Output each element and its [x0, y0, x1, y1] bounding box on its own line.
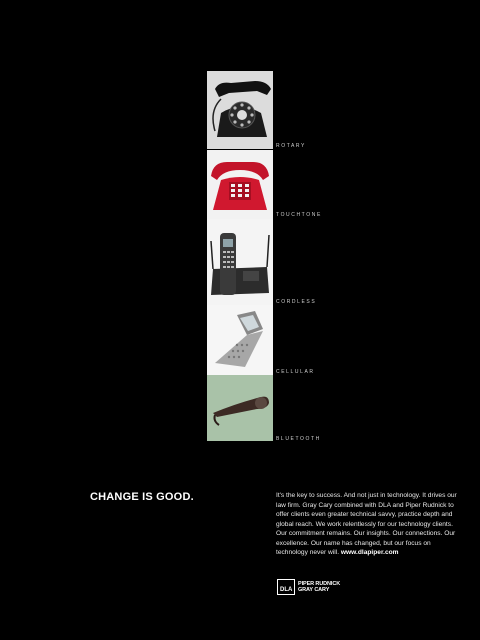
- caption-bluetooth: BLUETOOTH: [276, 436, 321, 442]
- rotary-phone-image: [207, 71, 273, 149]
- caption-rotary: ROTARY: [276, 143, 306, 149]
- cordless-phone-photo: [207, 219, 273, 305]
- website-link[interactable]: www.dlapiper.com: [340, 549, 399, 556]
- cellular-phone-photo: [207, 305, 273, 375]
- body-copy: [276, 491, 461, 558]
- caption-touchtone: TOUCHTONE: [276, 212, 322, 218]
- bluetooth-headset-photo: [207, 375, 273, 441]
- body-text: It's the key to success. And not just in technology. It drives our law firm. Gray Cary combined with DLA and Piper Rudnick to offer clients even greater technical savvy, practice depth and global reach. We work relentlessly for our technology clients. Our commitment remains. Our insights. Our connections. Our excellence. Our name has changed, but our focus on technology never will.: [276, 492, 457, 556]
- cordless-phone-image: [207, 219, 273, 305]
- dla-piper-logo: [277, 579, 340, 595]
- bluetooth-headset-image: [207, 375, 273, 441]
- logo-text: [298, 581, 340, 593]
- logo-line-2: GRAY CARY: [298, 587, 330, 593]
- logo-box: DLA: [277, 579, 295, 595]
- rotary-phone-photo: [207, 71, 273, 149]
- touchtone-phone-image: [207, 150, 273, 219]
- cellular-phone-image: [207, 305, 273, 375]
- caption-cellular: CELLULAR: [276, 369, 315, 375]
- touchtone-phone-photo: [207, 150, 273, 219]
- caption-cordless: CORDLESS: [276, 299, 317, 305]
- logo-line-1: PIPER RUDNICK: [298, 581, 341, 587]
- headline: CHANGE IS GOOD.: [90, 491, 194, 503]
